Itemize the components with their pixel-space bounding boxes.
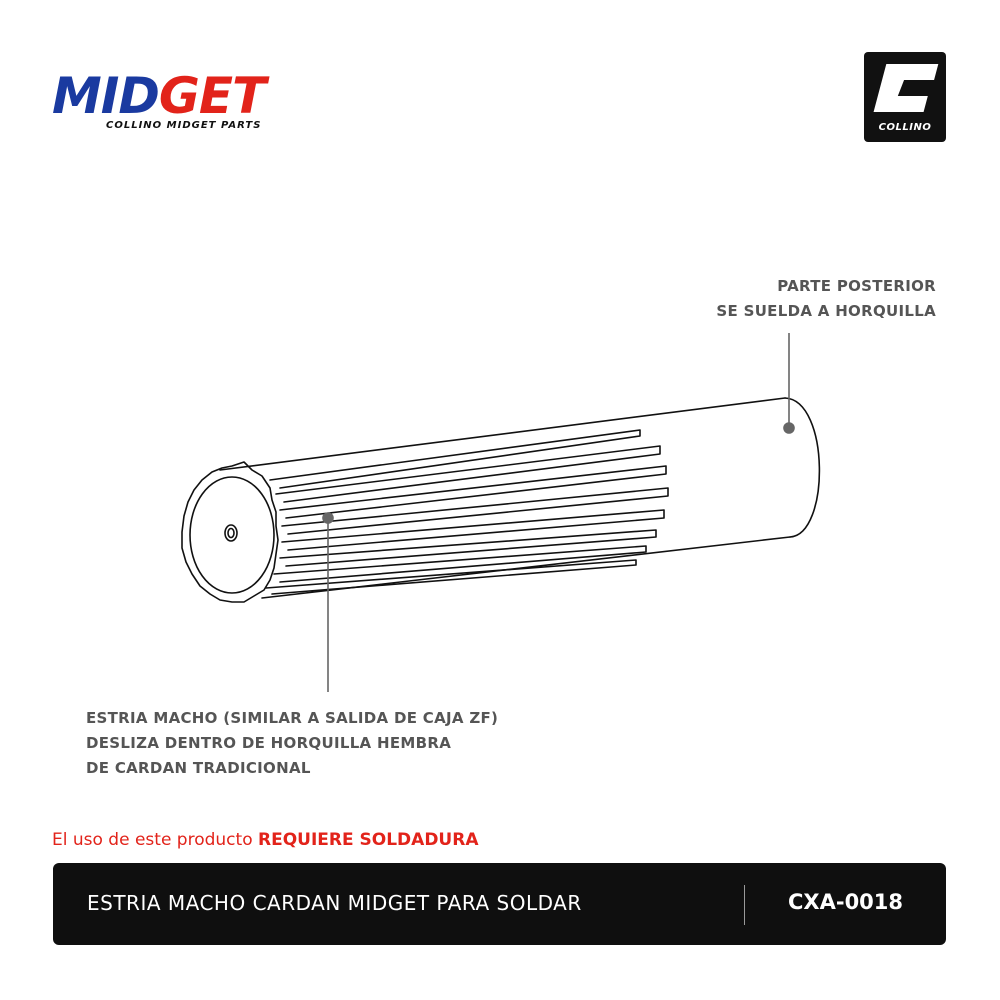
product-name: ESTRIA MACHO CARDAN MIDGET PARA SOLDAR (87, 891, 582, 915)
product-bar (53, 863, 946, 945)
callout-rear-line2: SE SUELDA A HORQUILLA (716, 302, 936, 320)
shaft-end-face (190, 477, 274, 593)
badge-text: COLLINO (878, 122, 932, 133)
product-code: CXA-0018 (788, 890, 904, 914)
midget-logo (52, 67, 352, 132)
callout-spline-line1: ESTRIA MACHO (SIMILAR A SALIDA DE CAJA ZF) (86, 709, 499, 727)
gear-teeth (182, 462, 278, 602)
welding-warning (52, 830, 478, 850)
product-divider (744, 885, 745, 925)
spline-leader-dot (323, 513, 333, 523)
callout-spline (86, 706, 498, 781)
warning-emphasis: REQUIERE SOLDADURA (258, 830, 479, 850)
shaft-top-edge (220, 398, 785, 470)
shaft-rear-end (785, 398, 819, 537)
warning-prefix: El uso de este producto (52, 830, 258, 850)
logo-wordmark: MIDGET (52, 67, 266, 125)
collino-c-icon (864, 52, 946, 122)
callout-spline-line2: DESLIZA DENTRO DE HORQUILLA HEMBRA (86, 734, 452, 752)
center-hole (225, 525, 237, 541)
callout-spline-line3: DE CARDAN TRADICIONAL (86, 759, 311, 777)
collino-badge-logo (864, 52, 946, 142)
callout-rear-line1: PARTE POSTERIOR (777, 277, 936, 295)
callout-rear (716, 274, 936, 324)
rear-leader-dot (784, 423, 794, 433)
logo-tagline: COLLINO MIDGET PARTS (106, 120, 262, 131)
